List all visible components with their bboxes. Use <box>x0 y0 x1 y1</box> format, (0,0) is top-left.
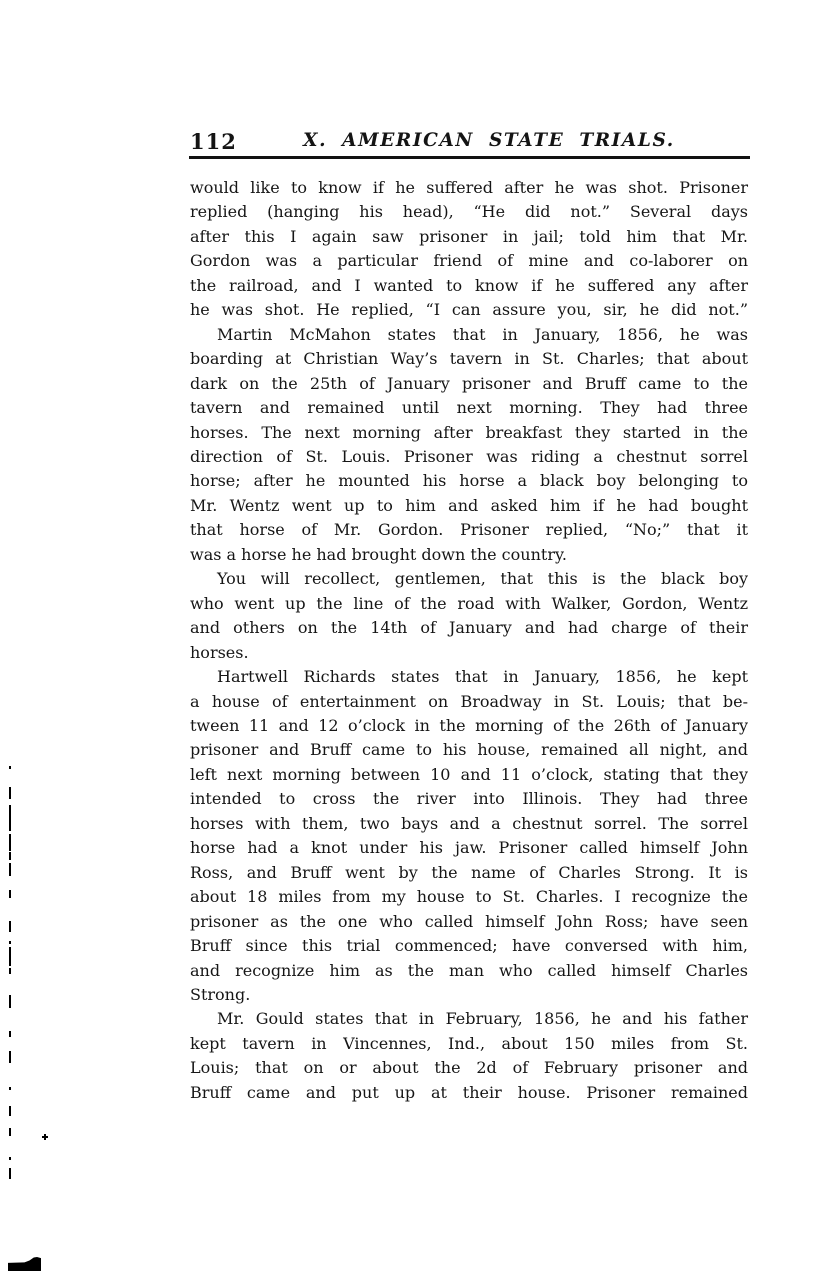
margin-mark <box>9 1128 11 1136</box>
text-line: horses. <box>190 642 249 662</box>
text-line: horses. The next morning after breakfast they started in the <box>190 422 748 442</box>
text-line: was a horse he had brought down the country. <box>190 544 567 564</box>
margin-mark <box>9 1106 11 1116</box>
margin-mark <box>9 1168 11 1179</box>
cross-mark <box>42 1134 48 1140</box>
margin-mark <box>9 787 11 799</box>
text-line: Ross, and Bruff went by the name of Charles Strong. It is <box>190 862 748 882</box>
page-number: 112 <box>190 129 237 154</box>
text-line: prisoner and Bruff came to his house, remained all night, and <box>190 740 748 760</box>
text-line: boarding at Christian Way’s tavern in St. Charles; that about <box>190 349 748 369</box>
text-line: and others on the 14th of January and had charge of their <box>190 618 748 638</box>
text-line: Bruff came and put up at their house. Prisoner remained <box>190 1082 748 1102</box>
paragraph <box>190 567 748 665</box>
text-line: about 18 miles from my house to St. Charles. I recognize the <box>190 887 748 907</box>
margin-mark <box>9 921 11 932</box>
margin-mark <box>9 968 11 974</box>
margin-mark <box>9 1051 11 1063</box>
text-line: tween 11 and 12 o’clock in the morning of the 26th of January <box>190 715 748 735</box>
text-line: kept tavern in Vincennes, Ind., about 150 miles from St. <box>190 1033 748 1053</box>
margin-mark <box>9 805 11 831</box>
text-line: who went up the line of the road with Walker, Gordon, Wentz <box>190 593 748 613</box>
text-line: he was shot. He replied, “I can assure you, sir, he did not.” <box>190 300 748 320</box>
margin-mark <box>9 941 11 944</box>
text-line: would like to know if he suffered after he was shot. Prisoner <box>190 178 748 197</box>
paragraph <box>190 665 748 1007</box>
text-line: direction of St. Louis. Prisoner was riding a chestnut sorrel <box>190 446 748 466</box>
margin-mark <box>9 995 11 1008</box>
text-line: tavern and remained until next morning. They had three <box>190 398 748 418</box>
text-line: Strong. <box>190 984 251 1004</box>
ink-blob <box>8 1257 41 1271</box>
text-line: Martin McMahon states that in January, 1856, he was <box>217 324 748 344</box>
margin-mark <box>9 1157 11 1160</box>
text-line: after this I again saw prisoner in jail; told him that Mr. <box>190 226 748 246</box>
text-line: Bruff since this trial commenced; have conversed with him, <box>190 936 748 956</box>
margin-mark <box>9 834 11 851</box>
text-line: You will recollect, gentlemen, that this is the black boy <box>217 569 748 589</box>
text-line: Mr. Wentz went up to him and asked him if he had bought <box>190 495 748 515</box>
text-line: dark on the 25th of January prisoner and Bruff came to the <box>190 373 748 393</box>
text-line: Mr. Gould states that in February, 1856, he and his father <box>217 1009 748 1029</box>
margin-mark <box>9 852 11 860</box>
text-line: replied (hanging his head), “He did not.” Several days <box>190 202 748 222</box>
text-line: Louis; that on or about the 2d of February prisoner and <box>190 1058 748 1078</box>
text-line: intended to cross the river into Illinois. They had three <box>190 789 748 809</box>
text-line: a house of entertainment on Broadway in St. Louis; that be- <box>190 691 748 711</box>
margin-mark <box>9 766 11 769</box>
margin-mark <box>9 890 11 898</box>
paragraph <box>190 176 748 323</box>
text-line: horses with them, two bays and a chestnut sorrel. The sorrel <box>190 813 748 833</box>
margin-mark <box>9 947 11 966</box>
margin-mark <box>9 1087 11 1090</box>
text-line: horse had a knot under his jaw. Prisoner called himself John <box>190 838 748 858</box>
text-line: and recognize him as the man who called himself Charles <box>190 960 748 980</box>
text-line: left next morning between 10 and 11 o’clock, stating that they <box>190 764 748 784</box>
body-text <box>190 176 748 1105</box>
text-line: that horse of Mr. Gordon. Prisoner replied, “No;” that it <box>190 520 748 540</box>
text-line: Hartwell Richards states that in January, 1856, he kept <box>217 667 748 687</box>
margin-mark <box>9 1031 11 1037</box>
paragraph <box>190 323 748 568</box>
running-header <box>190 127 748 157</box>
text-line: prisoner as the one who called himself John Ross; have seen <box>190 911 748 931</box>
running-title: X. AMERICAN STATE TRIALS. <box>303 130 675 151</box>
text-line: the railroad, and I wanted to know if he suffered any after <box>190 275 748 295</box>
paragraph <box>190 1007 748 1105</box>
margin-mark <box>9 863 11 876</box>
text-line: Gordon was a particular friend of mine and co-laborer on <box>190 251 748 271</box>
header-rule <box>189 156 750 159</box>
text-line: horse; after he mounted his horse a black boy belonging to <box>190 471 748 491</box>
